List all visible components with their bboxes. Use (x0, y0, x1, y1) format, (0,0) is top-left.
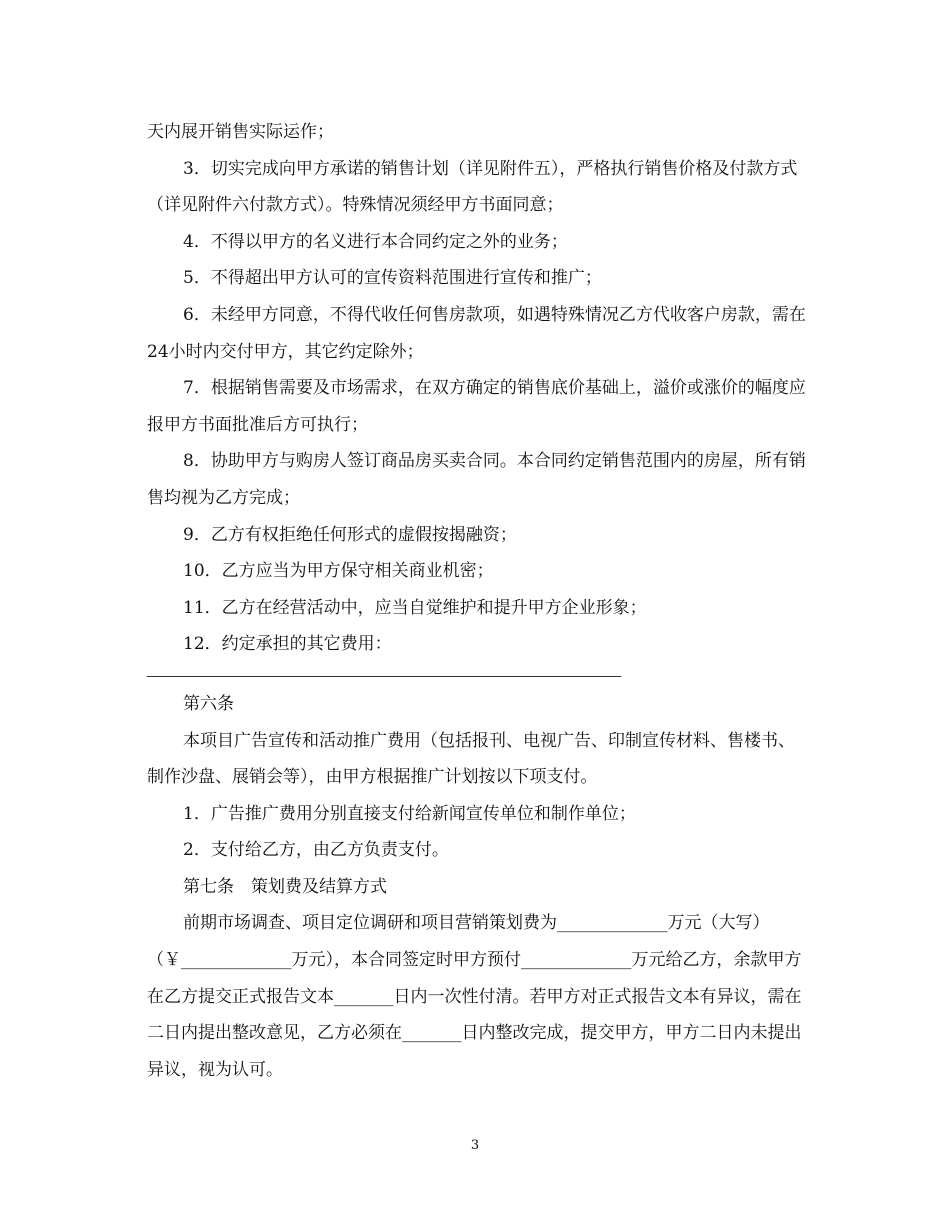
paragraph-item-7: 7．根据销售需要及市场需求，在双方确定的销售底价基础上，溢价或涨价的幅度应报甲方书面批准后方可执行； (147, 378, 806, 435)
paragraph-item-8: 8．协助甲方与购房人签订商品房买卖合同。本合同约定销售范围内的房屋，所有销售均视为乙方完成； (147, 451, 806, 508)
document-body (147, 114, 807, 1088)
paragraph-item-11: 11．乙方在经营活动中，应当自觉维护和提升甲方企业形象； (183, 597, 647, 618)
fill-in-blank-line (147, 676, 621, 677)
paragraph-item-3: 3．切实完成向甲方承诺的销售计划（详见附件五），严格执行销售价格及付款方式（详见附件六付款方式）。特殊情况须经甲方书面同意； (147, 158, 798, 216)
article-6-heading: 第六条 (183, 693, 234, 714)
page-number: 3 (470, 1138, 480, 1153)
paragraph-item-6: 6．未经甲方同意，不得代收任何售房款项，如遇特殊情况乙方代收客户房款，需在24小时内交付甲方，其它约定除外； (147, 304, 806, 362)
article-6-body: 本项目广告宣传和活动推广费用（包括报刊、电视广告、印制宣传材料、售楼书、制作沙盘、展销会等），由甲方根据推广计划按以下项支付。 (147, 730, 795, 788)
paragraph-item-10: 10．乙方应当为甲方保守相关商业机密； (183, 561, 494, 582)
paragraph-item-4: 4．不得以甲方的名义进行本合同约定之外的业务； (183, 231, 568, 252)
article-6-item-2: 2．支付给乙方，由乙方负责支付。 (183, 840, 449, 861)
paragraph-item-12: 12．约定承担的其它费用： (183, 634, 392, 655)
article-7-body: 前期市场调查、项目定位调研和项目营销策划费为_____________万元（大写）（￥_____________万元），本合同签定时甲方预付_____________万元给乙方，余款甲方在乙方提交正式报告文本_______日内一次性付清。若甲方对正式报告文本有异议，需在二日内提出整改意见，乙方必须在_______日内整改完成，提交甲方，甲方二日内未提出异议，视为认可。 (147, 913, 802, 1080)
paragraph-continuation: 天内展开销售实际运作； (147, 122, 334, 142)
paragraph-item-5: 5．不得超出甲方认可的宣传资料范围进行宣传和推广； (183, 268, 602, 289)
article-6-item-1: 1．广告推广费用分别直接支付给新闻宣传单位和制作单位； (183, 803, 636, 824)
article-7-heading: 第七条 策划费及结算方式 (183, 876, 387, 897)
paragraph-item-9: 9．乙方有权拒绝任何形式的虚假按揭融资； (183, 524, 517, 545)
